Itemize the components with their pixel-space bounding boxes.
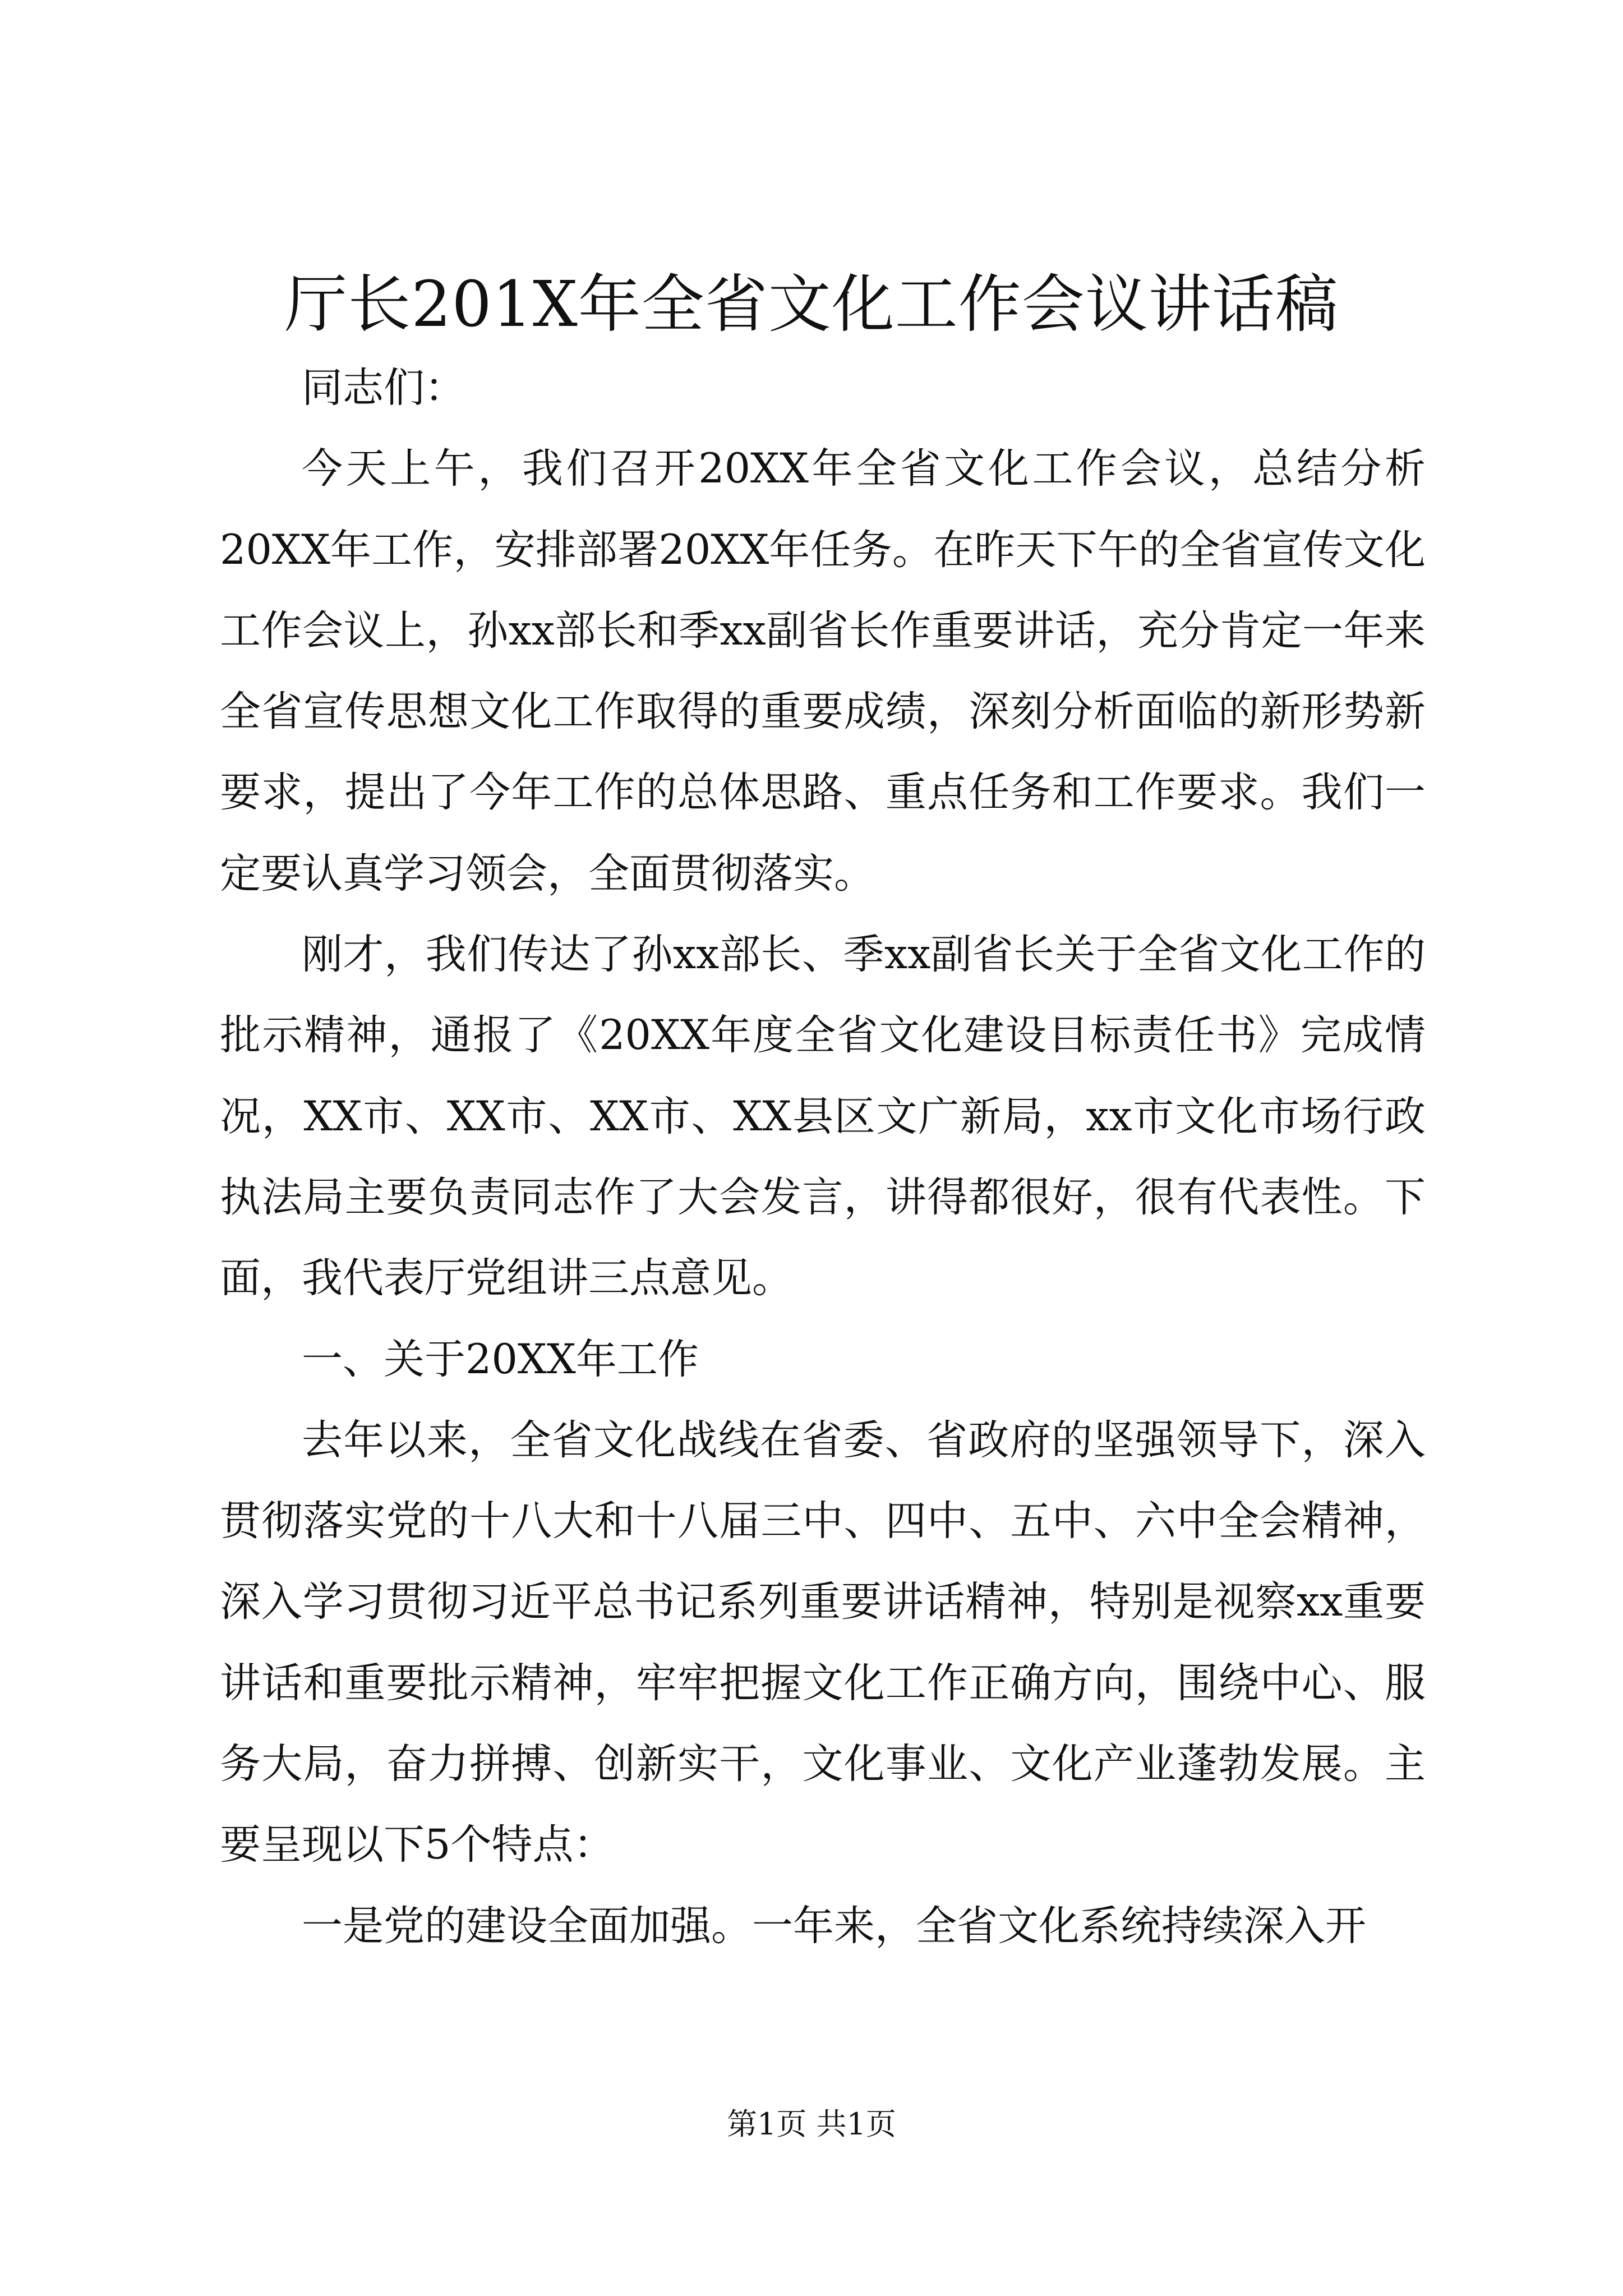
paragraph: 一是党的建设全面加强。一年来，全省文化系统持续深入开 [302, 1902, 1366, 1950]
paragraph: 去年以来，全省文化战线在省委、省政府的坚强领导下，深入贯彻落实党的十八大和十八届三中、四中、五中、六中全会精神，深入学习贯彻习近平总书记系列重要讲话精神，特别是视察xx重要讲话和重要批示精神，牢牢把握文化工作正确方向，围绕中心、服务大局，奋力拼搏、创新实干，文化事业、文化产业蓬勃发展。主要呈现以下5个特点： [220, 1416, 1426, 1869]
paragraph-salutation: 同志们： [302, 364, 465, 412]
paragraph: 刚才，我们传达了孙xx部长、季xx副省长关于全省文化工作的批示精神，通报了《20XX年度全省文化建设目标责任书》完成情况，XX市、XX市、XX市、XX县区文广新局，xx市文化市场行政执法局主要负责同志作了大会发言，讲得都很好，很有代表性。下面，我代表厅党组讲三点意见。 [220, 931, 1426, 1303]
document-title: 厅长201X年全省文化工作会议讲话稿 [284, 268, 1339, 341]
page-footer: 第1页 共1页 [727, 2106, 896, 2142]
paragraph: 今天上午，我们召开20XX年全省文化工作会议，总结分析20XX年工作，安排部署20XX年任务。在昨天下午的全省宣传文化工作会议上，孙xx部长和季xx副省长作重要讲话，充分肯定一年来全省宣传思想文化工作取得的重要成绩，深刻分析面临的新形势新要求，提出了今年工作的总体思路、重点任务和工作要求。我们一定要认真学习领会，全面贯彻落实。 [220, 445, 1426, 898]
document-body [220, 348, 1426, 1967]
section-heading: 一、关于20XX年工作 [302, 1335, 699, 1383]
